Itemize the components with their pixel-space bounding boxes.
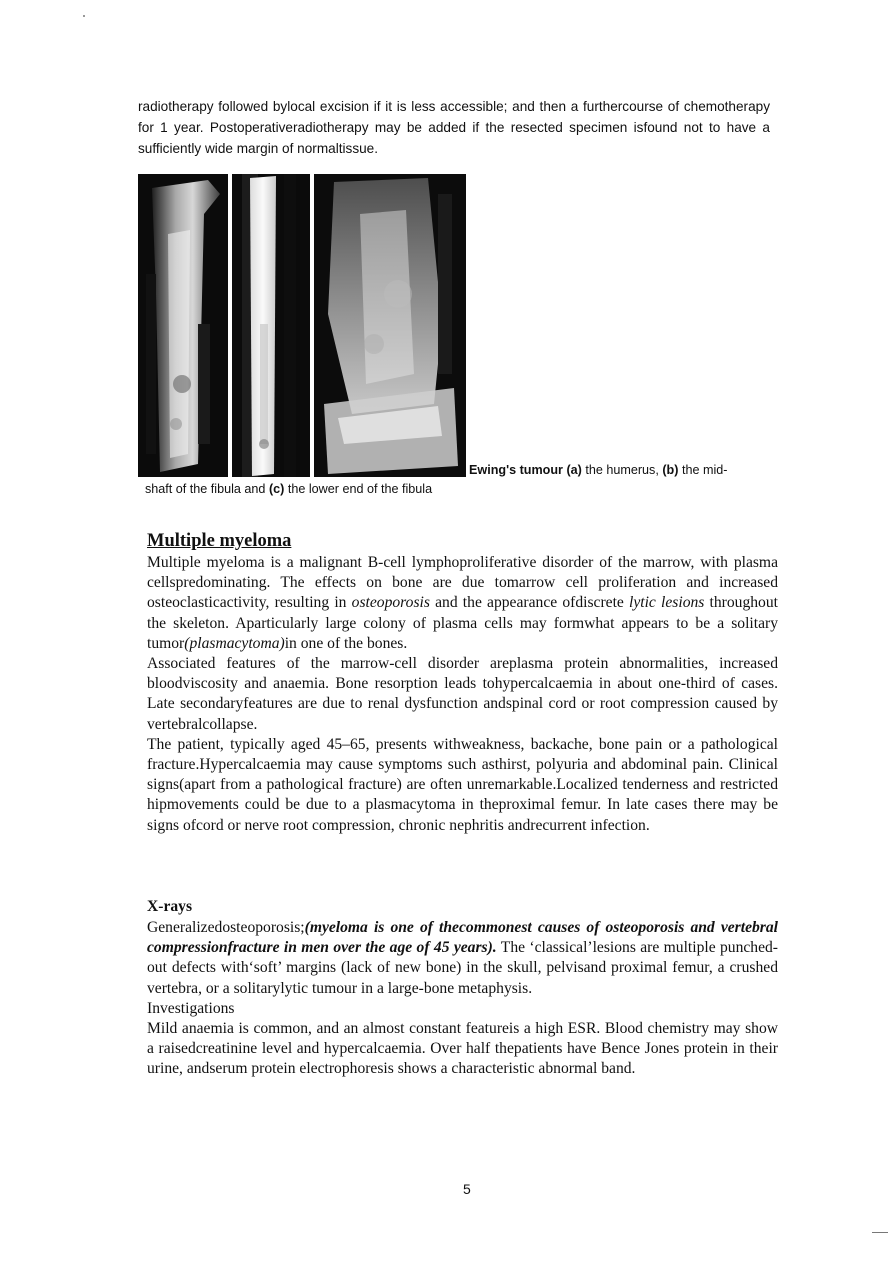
caption-text: the mid- bbox=[678, 463, 728, 477]
text-run: in one of the bones. bbox=[284, 634, 408, 652]
myeloma-body bbox=[147, 553, 778, 836]
xray-panel-c bbox=[314, 174, 466, 477]
page-number: 5 bbox=[463, 1181, 471, 1197]
intro-paragraph: radiotherapy followed bylocal excision if it is less accessible; and then a furthercourse of chemotherapy for 1 year. Postoperativeradiotherapy may be added if the resected specimen isfound not to have a sufficiently wide margin of normaltissue. bbox=[138, 99, 770, 156]
paragraph-presentation: The patient, typically aged 45–65, presents withweakness, backache, bone pain or a pathological fracture.Hypercalcaemia may cause symptoms such asthirst, polyuria and abdominal pain. Clinical signs(apart from a pathological fracture) are often unremarkable.Localized tenderness and restricted hipmovements could be due to a plasmacytoma in theproximal femur. In late cases there may be signs ofcord or nerve root compression, chronic nephritis andrecurrent infection. bbox=[147, 735, 778, 834]
xray-images bbox=[138, 174, 466, 477]
text-run: (plasmacytoma) bbox=[184, 634, 285, 652]
scan-speck bbox=[83, 15, 85, 17]
text-run: and the appearance ofdiscrete bbox=[429, 594, 630, 612]
text-run: (myeloma is one of thecommonest causes of osteoporosis and vertebral compressionfracture in men over the age of 45 years). bbox=[147, 919, 778, 957]
caption-text: shaft of the fibula and bbox=[145, 482, 269, 496]
paragraph-xray-findings bbox=[147, 918, 778, 999]
text-run: The ‘classical’lesions are multiple punched-out defects with‘soft’ margins (lack of new bone) in the skull, pelvisand proximal femur, a crushed vertebra, or a solitarylytic tumour in a large-bone metaphysis. bbox=[147, 939, 779, 997]
paragraph-associated-features: Associated features of the marrow-cell disorder areplasma protein abnormalities, increased bloodviscosity and anaemia. Bone resorption leads tohypercalcaemia in about one-third of cases. Late secondaryfeatures are due to renal dysfunction andspinal cord or root compression caused by vertebralcollapse. bbox=[147, 655, 778, 733]
text-run: osteoporosis bbox=[351, 594, 430, 612]
section-heading: Multiple myeloma bbox=[147, 531, 292, 551]
figure-caption-line-1 bbox=[469, 462, 773, 478]
caption-text: the humerus, bbox=[581, 463, 663, 477]
paragraph-investigations: Mild anaemia is common, and an almost constant featureis a high ESR. Blood chemistry may show a raisedcreatinine level and hypercalcaemia. Over half thepatients have Bence Jones protein in their urine, andserum protein electrophoresis shows a characteristic abnormal band. bbox=[147, 1020, 778, 1078]
text-run: throughout the skeleton. Aparticularly large colony of plasma cells may formwhat appears to be a solitary tumor bbox=[147, 594, 778, 652]
caption-text: the lower end of the fibula bbox=[284, 482, 433, 496]
caption-c: (c) bbox=[268, 482, 285, 496]
caption-title: Ewing's tumour (a) bbox=[469, 463, 582, 477]
figure-caption-line-2 bbox=[145, 481, 432, 497]
text-run: lytic lesions bbox=[629, 594, 705, 612]
text-run: Multiple myeloma is a malignant B-cell lymphoproliferative disorder of the marrow, with plasma cellspredominating. The effects on bone are due tomarrow cell proliferation and increased osteoclasticactivity, resulting in bbox=[147, 554, 778, 612]
xray-panel-b bbox=[232, 174, 310, 477]
xray-panel-a bbox=[138, 174, 228, 477]
xrays-body bbox=[147, 918, 778, 1080]
caption-b: (b) bbox=[662, 463, 679, 477]
paragraph-definition bbox=[147, 553, 778, 654]
xrays-heading: X-rays bbox=[147, 898, 193, 915]
scan-speck bbox=[872, 1232, 888, 1233]
xray-figure bbox=[138, 174, 466, 477]
investigations-label: Investigations bbox=[147, 999, 235, 1017]
text-run: Generalizedosteoporosis; bbox=[147, 919, 305, 936]
